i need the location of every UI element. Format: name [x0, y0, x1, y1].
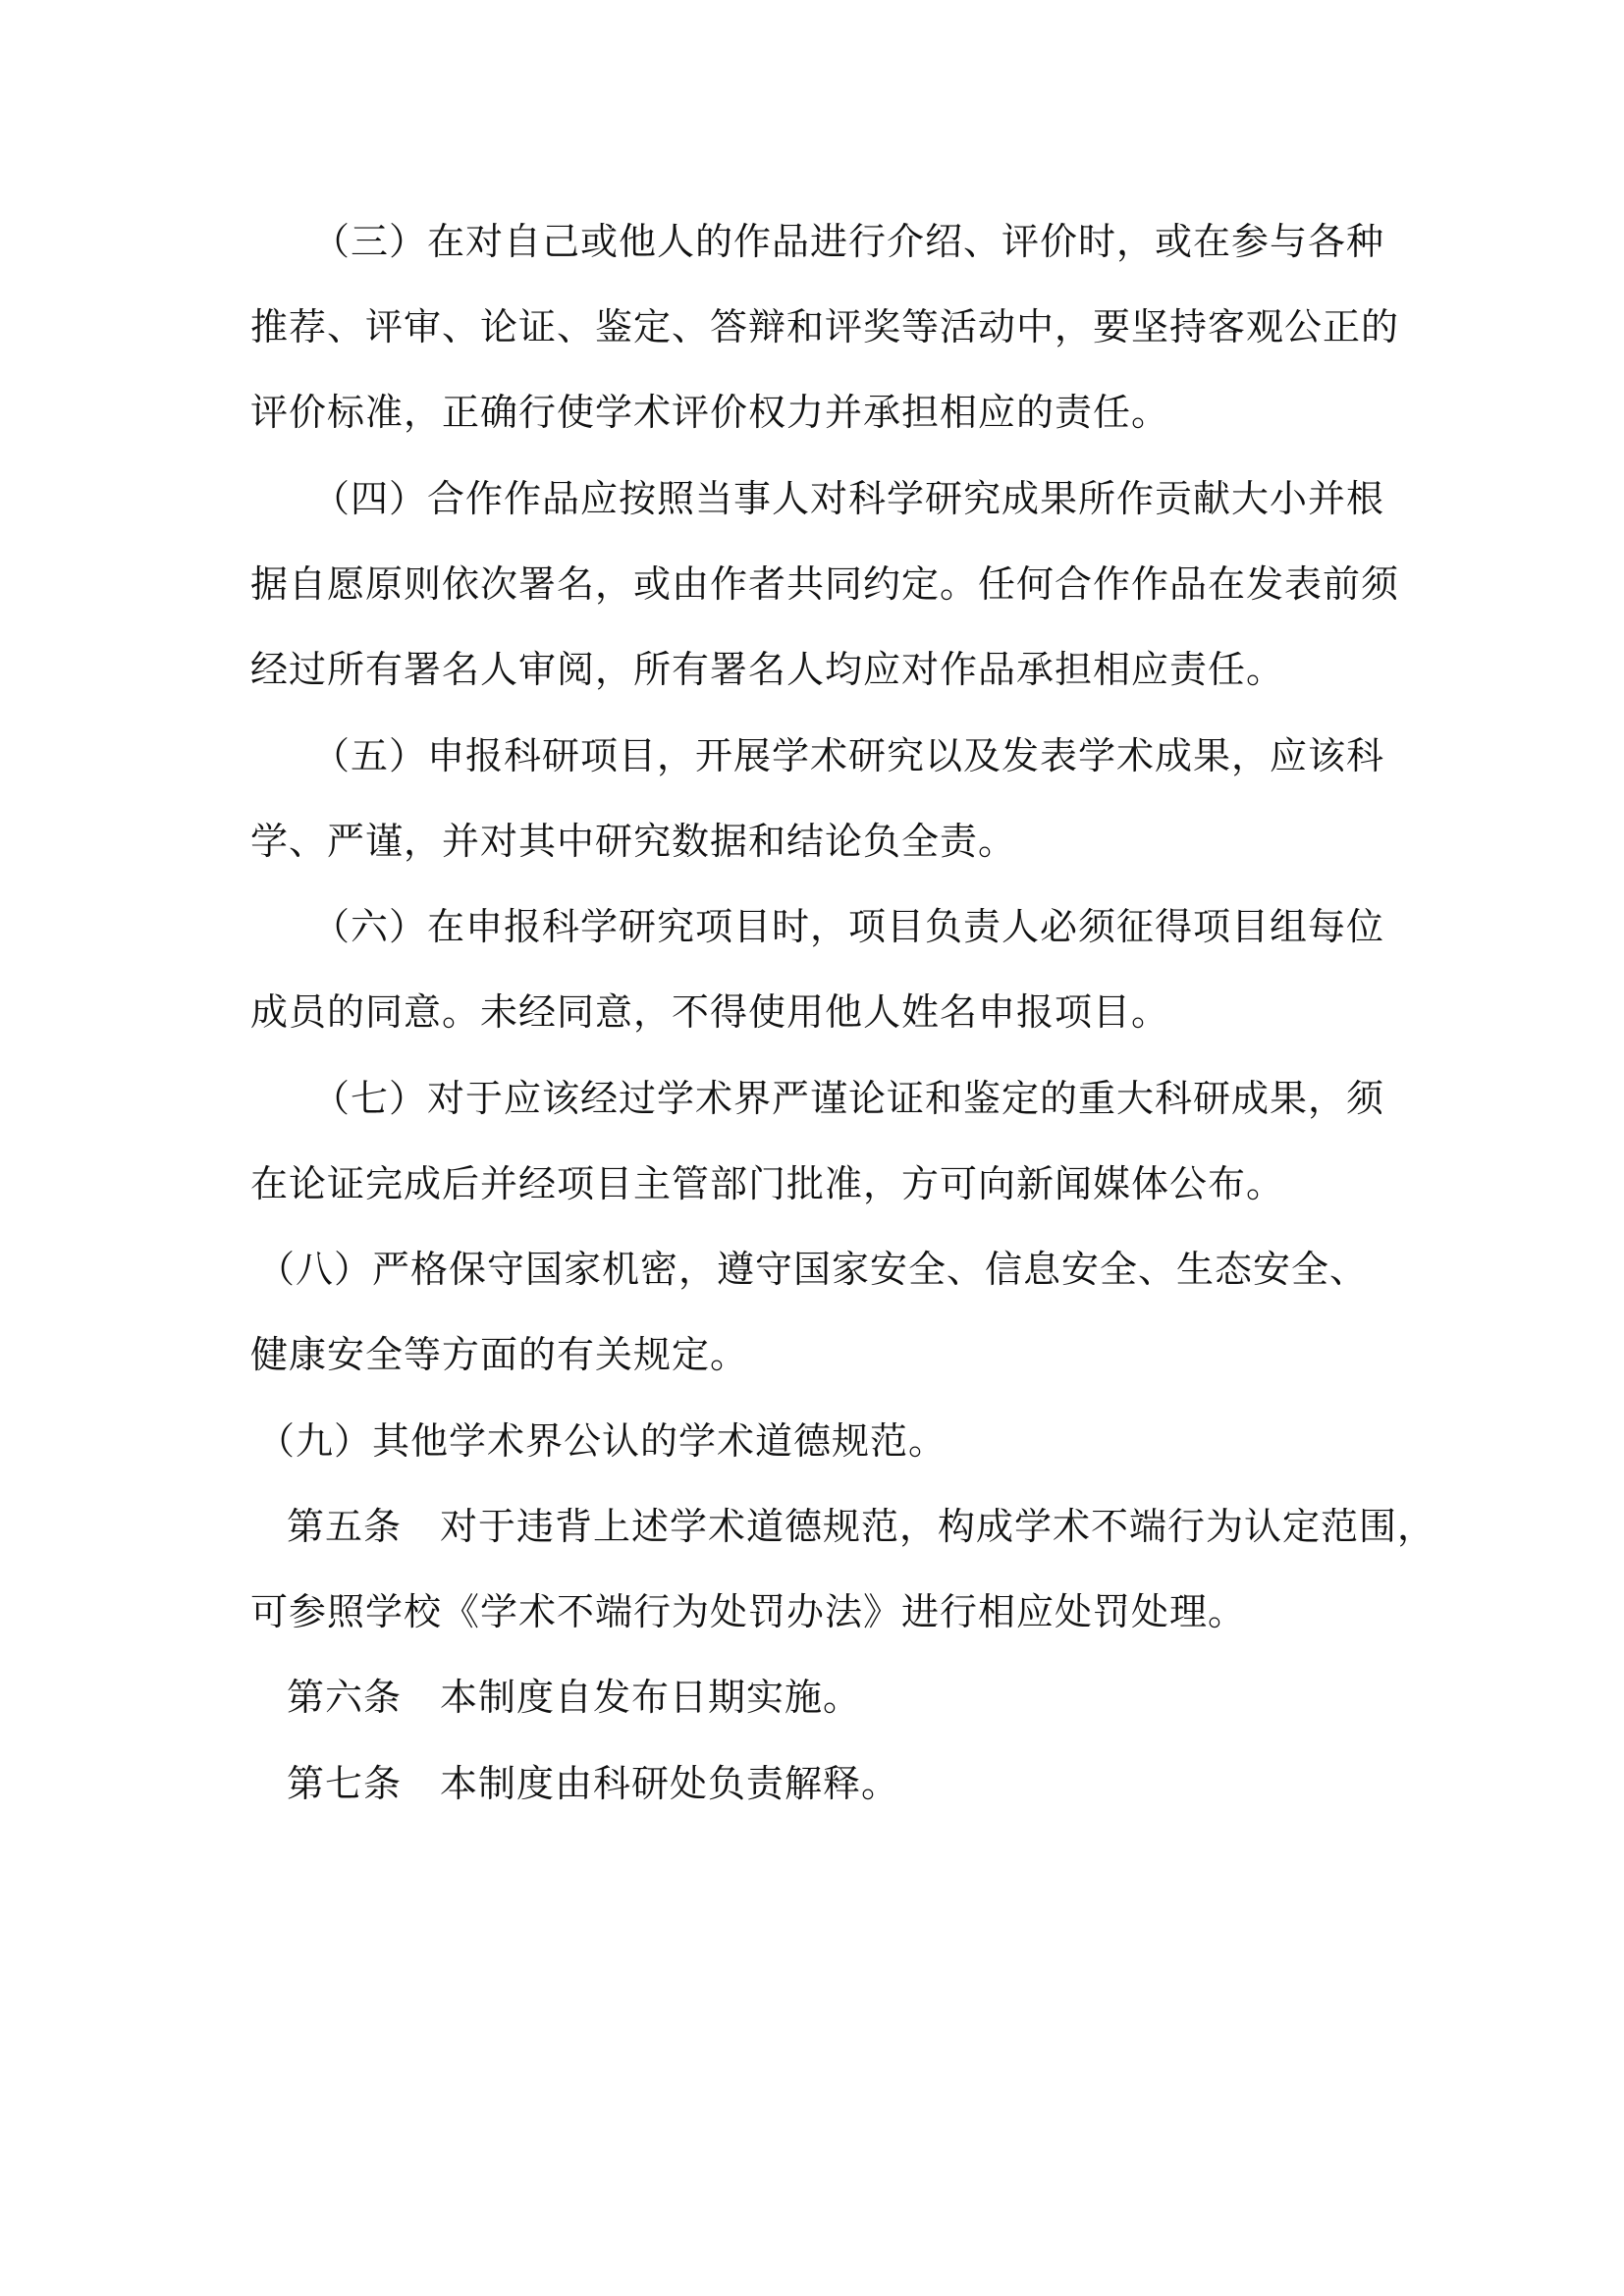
text-line: （三）在对自己或他人的作品进行介绍、评价时，或在参与各种: [312, 220, 1385, 263]
text-line: 第五条 对于违背上述学术道德规范，构成学术不端行为认定范围，: [287, 1505, 1436, 1548]
text-line: 据自愿原则依次署名，或由作者共同约定。任何合作作品在发表前须: [250, 562, 1400, 606]
text-line: 学、严谨，并对其中研究数据和结论负全责。: [250, 820, 1017, 863]
text-line: （七）对于应该经过学术界严谨论证和鉴定的重大科研成果，须: [312, 1077, 1385, 1120]
text-line: 在论证完成后并经项目主管部门批准，方可向新闻媒体公布。: [250, 1162, 1285, 1205]
text-line: 成员的同意。未经同意，不得使用他人姓名申报项目。: [250, 990, 1170, 1034]
text-line: （八）严格保守国家机密，遵守国家安全、信息安全、生态安全、: [257, 1248, 1369, 1291]
text-line: 经过所有署名人审阅，所有署名人均应对作品承担相应责任。: [250, 648, 1285, 691]
text-line: 第六条 本制度自发布日期实施。: [287, 1676, 862, 1719]
text-line: 推荐、评审、论证、鉴定、答辩和评奖等活动中，要坚持客观公正的: [250, 305, 1400, 348]
text-line: （九）其他学术界公认的学术道德规范。: [257, 1419, 947, 1463]
text-line: 健康安全等方面的有关规定。: [250, 1333, 749, 1376]
text-line: 第七条 本制度由科研处负责解释。: [287, 1762, 900, 1805]
text-line: （六）在申报科学研究项目时，项目负责人必须征得项目组每位: [312, 905, 1385, 948]
text-line: （四）合作作品应按照当事人对科学研究成果所作贡献大小并根: [312, 477, 1385, 520]
text-line: 可参照学校《学术不端行为处罚办法》进行相应处罚处理。: [250, 1590, 1247, 1633]
text-line: （五）申报科研项目，开展学术研究以及发表学术成果，应该科: [312, 734, 1385, 777]
text-line: 评价标准，正确行使学术评价权力并承担相应的责任。: [250, 391, 1170, 434]
